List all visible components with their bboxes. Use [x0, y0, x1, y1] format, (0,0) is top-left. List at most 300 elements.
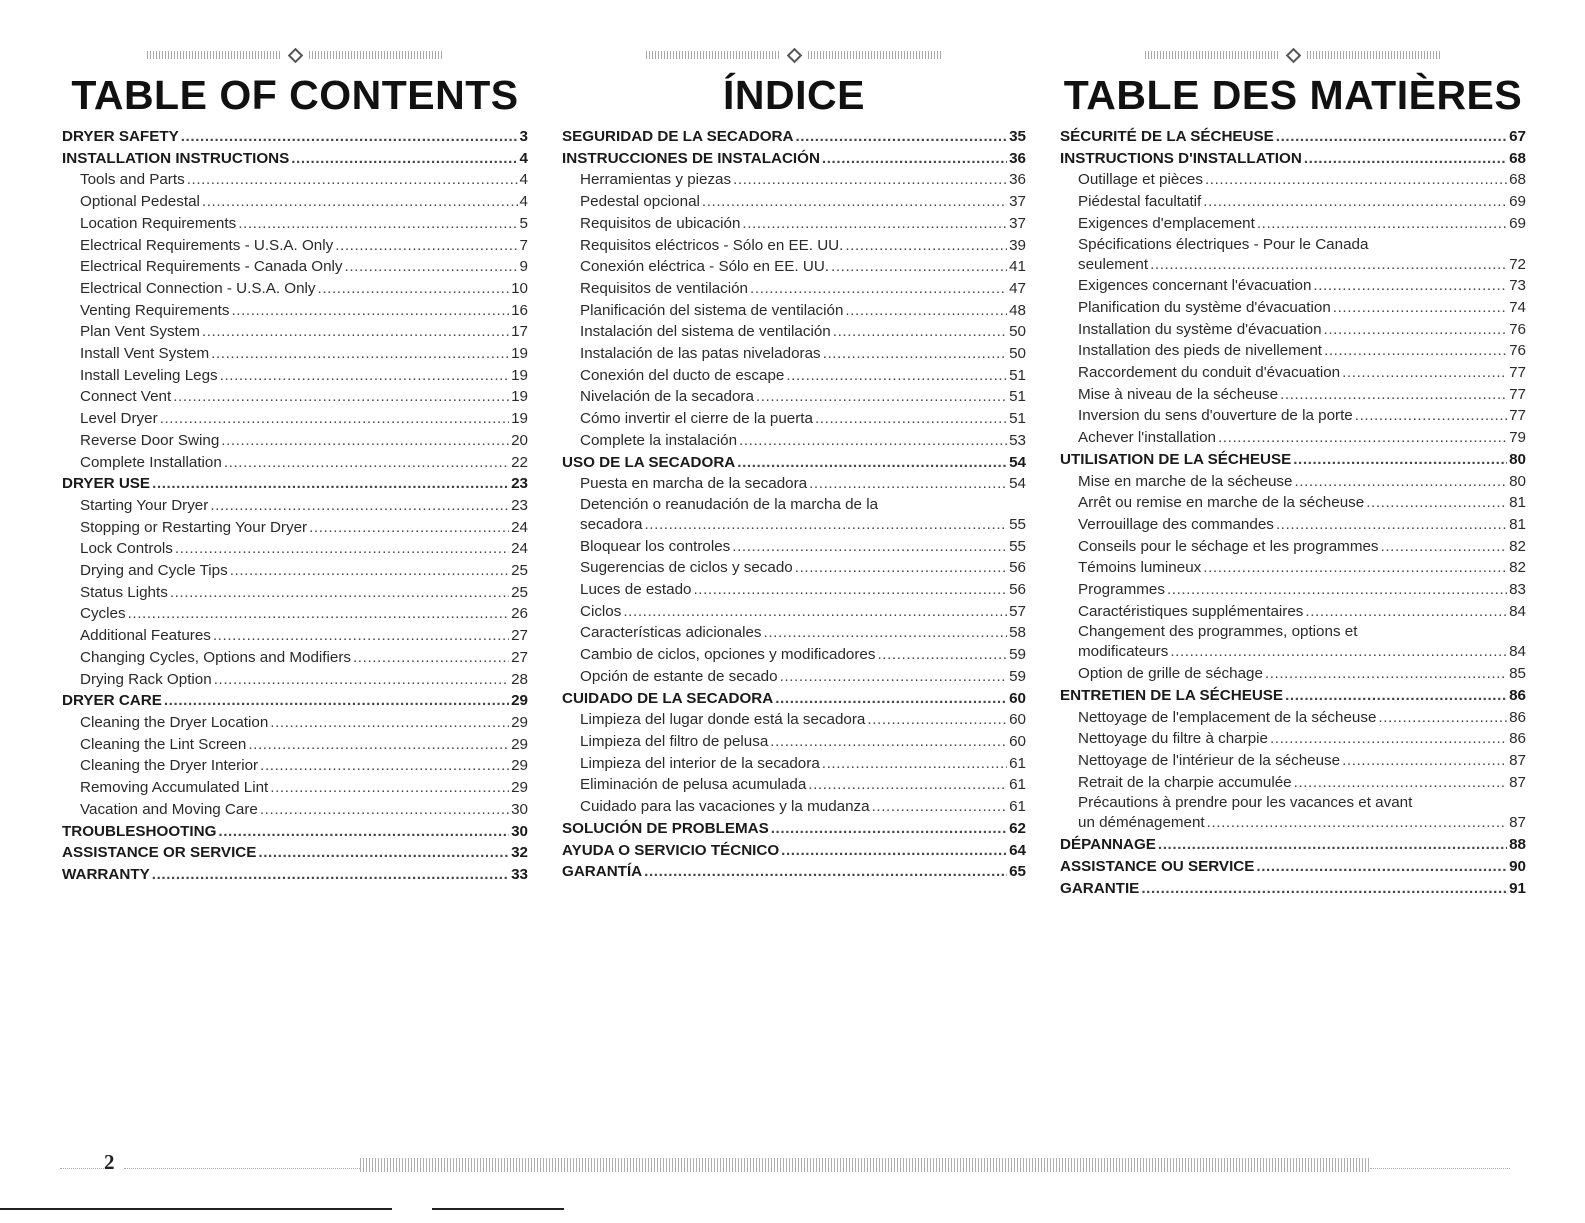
toc-subsection	[562, 213, 1026, 235]
toc-page-number: 5	[519, 214, 528, 232]
toc-section	[1060, 126, 1526, 148]
toc-entry-label: Installation des pieds de nivellement	[1078, 342, 1322, 360]
toc-page-number: 51	[1009, 388, 1026, 406]
toc-page-number: 29	[511, 757, 528, 775]
toc-entry-label: Requisitos de ubicación	[580, 214, 741, 232]
toc-subsection	[562, 321, 1026, 343]
toc-entry-label: Cleaning the Dryer Location	[80, 713, 269, 731]
dot-leader	[345, 256, 518, 278]
toc-entry-label: Retrait de la charpie accumulée	[1078, 773, 1292, 791]
toc-page-number: 30	[511, 822, 528, 840]
toc-page-number: 91	[1509, 879, 1526, 897]
dot-leader	[270, 712, 509, 734]
toc-entry-label: un déménagement	[1078, 814, 1205, 832]
toc-page-number: 33	[511, 865, 528, 883]
diamond-icon	[1285, 47, 1301, 63]
dot-leader	[1294, 772, 1508, 794]
toc-page-number: 77	[1509, 385, 1526, 403]
dot-leader	[1276, 126, 1507, 148]
dot-leader	[1381, 536, 1508, 558]
toc-subsection	[562, 343, 1026, 365]
toc-entry-label: Status Lights	[80, 583, 168, 601]
dot-leader	[1366, 492, 1507, 514]
toc-page-number: 3	[519, 128, 528, 145]
dot-leader	[795, 557, 1007, 579]
toc-page-number: 56	[1009, 581, 1026, 599]
toc-entry-label: Lock Controls	[80, 540, 173, 558]
toc-entry-label: Arrêt ou remise en marche de la sécheuse	[1078, 494, 1365, 512]
dot-leader	[644, 514, 1007, 536]
dot-leader	[202, 191, 518, 213]
toc-subsection	[1060, 275, 1526, 297]
toc-subsection	[562, 579, 1026, 601]
toc-page-number: 72	[1509, 255, 1526, 273]
toc-page-number: 17	[511, 323, 528, 341]
dot-leader	[160, 408, 509, 430]
toc-page-number: 4	[519, 149, 528, 167]
toc-entry-label: Requisitos eléctricos - Sólo en EE. UU.	[580, 236, 844, 254]
toc-page-number: 60	[1009, 711, 1026, 729]
toc-subsection	[62, 799, 528, 821]
toc-list-french	[1060, 126, 1526, 899]
toc-section	[62, 864, 528, 886]
toc-subsection	[1060, 319, 1526, 341]
dot-leader	[771, 818, 1007, 840]
toc-entry-label: Planification du système d'évacuation	[1078, 298, 1331, 316]
toc-entry-label: Verrouillage des commandes	[1078, 515, 1274, 533]
dot-leader	[248, 734, 509, 756]
toc-page-number: 27	[511, 648, 528, 666]
toc-entry-label: Nettoyage de l'emplacement de la sécheuse	[1078, 708, 1377, 726]
dot-leader	[1276, 514, 1507, 536]
toc-subsection	[1060, 812, 1526, 834]
toc-entry-label: Starting Your Dryer	[80, 496, 209, 514]
toc-entry-label: Optional Pedestal	[80, 193, 200, 211]
toc-subsection	[1060, 427, 1526, 449]
toc-page-number: 65	[1009, 863, 1026, 881]
dot-leader	[258, 842, 509, 864]
toc-page-number: 30	[511, 800, 528, 818]
dot-leader	[815, 408, 1007, 430]
toc-subsection	[562, 169, 1026, 191]
ornament-bar-left	[147, 51, 282, 59]
dot-leader	[845, 235, 1007, 257]
dot-leader	[831, 256, 1007, 278]
toc-subsection	[562, 666, 1026, 688]
toc-page-number: 10	[511, 279, 528, 297]
toc-entry-label-line1: Précautions à prendre pour les vacances et avant	[1078, 794, 1413, 812]
dot-leader	[1203, 191, 1507, 213]
toc-entry-label: Conexión del ducto de escape	[580, 366, 785, 384]
toc-entry-label: Additional Features	[80, 627, 211, 645]
dot-leader	[808, 774, 1007, 796]
toc-entry-label: SEGURIDAD DE LA SECADORA	[562, 128, 794, 145]
toc-entry-label: Reverse Door Swing	[80, 431, 220, 449]
dot-leader	[318, 278, 510, 300]
toc-subsection	[62, 777, 528, 799]
toc-subsection	[62, 213, 528, 235]
toc-section	[62, 690, 528, 712]
toc-subsection	[62, 452, 528, 474]
toc-page-number: 37	[1009, 214, 1026, 232]
toc-entry-label: Herramientas y piezas	[580, 171, 732, 189]
toc-entry-label: Electrical Requirements - Canada Only	[80, 258, 343, 276]
dot-leader	[1167, 579, 1507, 601]
diamond-icon	[786, 47, 802, 63]
toc-section	[562, 818, 1026, 840]
toc-subsection	[62, 712, 528, 734]
toc-subsection	[62, 755, 528, 777]
toc-page-number: 81	[1509, 515, 1526, 533]
toc-entry-label: Removing Accumulated Lint	[80, 779, 269, 797]
toc-subsection	[62, 386, 528, 408]
toc-entry-label-line1: Detención o reanudación de la marcha de la	[580, 495, 879, 513]
toc-subsection	[1060, 663, 1526, 685]
toc-subsection	[1060, 536, 1526, 558]
toc-page-number: 47	[1009, 279, 1026, 297]
dot-leader	[181, 126, 518, 148]
toc-entry-label: ENTRETIEN DE LA SÉCHEUSE	[1060, 686, 1284, 704]
dot-leader	[733, 169, 1007, 191]
toc-page-number: 55	[1009, 537, 1026, 555]
toc-entry-label: Opción de estante de secado	[580, 667, 778, 685]
toc-page-number: 19	[511, 366, 528, 384]
toc-column-french	[1060, 40, 1526, 899]
toc-page-number: 73	[1509, 277, 1526, 295]
dot-leader	[1218, 427, 1507, 449]
toc-page-number: 68	[1509, 149, 1526, 167]
dot-leader	[1324, 340, 1507, 362]
toc-page-number: 23	[511, 475, 528, 493]
toc-page-number: 36	[1009, 171, 1026, 189]
toc-page-number: 29	[511, 692, 528, 710]
dot-leader	[623, 601, 1007, 623]
toc-section	[562, 688, 1026, 710]
toc-section	[562, 861, 1026, 883]
dot-leader	[221, 430, 509, 452]
toc-page-number: 24	[511, 540, 528, 558]
toc-entry-label: Puesta en marcha de la secadora	[580, 475, 808, 493]
toc-subsection	[62, 235, 528, 257]
dot-leader	[164, 690, 509, 712]
toc-subsection	[1060, 514, 1526, 536]
toc-entry-label: Pedestal opcional	[580, 193, 700, 211]
toc-page-number: 25	[511, 583, 528, 601]
toc-section	[1060, 685, 1526, 707]
toc-subsection	[562, 386, 1026, 408]
toc-subsection	[62, 408, 528, 430]
toc-entry-label: GARANTÍA	[562, 863, 643, 881]
toc-page-number: 4	[519, 171, 528, 189]
dot-leader	[152, 473, 509, 495]
toc-subsection	[562, 622, 1026, 644]
dot-leader	[1265, 663, 1507, 685]
toc-entry-label: Complete Installation	[80, 453, 222, 471]
toc-section	[1060, 834, 1526, 856]
ornament-bar-right	[808, 51, 943, 59]
toc-subsection	[562, 365, 1026, 387]
dot-leader	[213, 625, 509, 647]
dot-leader	[260, 755, 509, 777]
toc-subsection	[562, 709, 1026, 731]
heading-ornament	[62, 40, 528, 70]
toc-entry-label: Mise à niveau de la sécheuse	[1078, 385, 1279, 403]
toc-entry-label: Nettoyage du filtre à charpie	[1078, 730, 1268, 748]
toc-page-number: 35	[1009, 128, 1026, 145]
toc-page-number: 24	[511, 518, 528, 536]
dot-leader	[780, 666, 1008, 688]
toc-page-number: 85	[1509, 665, 1526, 683]
toc-entry-label: Location Requirements	[80, 214, 237, 232]
dot-leader	[644, 861, 1007, 883]
ornament-bar-left	[646, 51, 781, 59]
toc-subsection	[62, 625, 528, 647]
toc-page-number: 74	[1509, 298, 1526, 316]
dot-leader	[175, 538, 509, 560]
toc-subsection	[1060, 601, 1526, 623]
toc-entry-label-line1: Changement des programmes, options et	[1078, 623, 1358, 641]
dot-leader	[1304, 148, 1507, 170]
toc-page-number: 87	[1509, 814, 1526, 832]
toc-subsection	[562, 256, 1026, 278]
toc-subsection	[562, 796, 1026, 818]
dot-leader	[1378, 707, 1507, 729]
dot-leader	[1285, 685, 1507, 707]
toc-subsection	[562, 408, 1026, 430]
toc-page-number: 56	[1009, 559, 1026, 577]
toc-entry-label: SÉCURITÉ DE LA SÉCHEUSE	[1060, 128, 1274, 145]
toc-subsection	[562, 514, 1026, 536]
dot-leader	[214, 669, 509, 691]
dot-leader	[291, 148, 517, 170]
toc-section	[562, 840, 1026, 862]
dot-leader	[1342, 362, 1507, 384]
toc-entry-label: Drying Rack Option	[80, 670, 212, 688]
toc-page-number: 60	[1009, 689, 1026, 707]
toc-entry-label: Exigences d'emplacement	[1078, 214, 1255, 232]
toc-subsection	[1060, 213, 1526, 235]
toc-entry-label: Limpieza del lugar donde está la secadora	[580, 711, 866, 729]
toc-page-number: 48	[1009, 301, 1026, 319]
toc-subsection	[562, 430, 1026, 452]
toc-page-number: 58	[1009, 624, 1026, 642]
dot-leader	[872, 796, 1008, 818]
toc-entry-label: INSTALLATION INSTRUCTIONS	[62, 149, 290, 167]
dot-leader	[1280, 384, 1507, 406]
toc-page-number: 51	[1009, 366, 1026, 384]
toc-page-number: 7	[519, 236, 528, 254]
toc-entry-label: Option de grille de séchage	[1078, 665, 1263, 683]
toc-subsection	[562, 536, 1026, 558]
bottom-rule	[432, 1208, 564, 1210]
dot-leader	[231, 300, 509, 322]
dot-leader	[220, 365, 509, 387]
toc-subsection	[1060, 579, 1526, 601]
toc-subsection	[62, 321, 528, 343]
toc-entry-label: Stopping or Restarting Your Dryer	[80, 518, 308, 536]
dot-leader	[833, 321, 1007, 343]
toc-entry-label: Plan Vent System	[80, 323, 200, 341]
toc-entry-label: Caractéristiques supplémentaires	[1078, 602, 1304, 620]
toc-subsection	[62, 191, 528, 213]
toc-page-number: 22	[511, 453, 528, 471]
toc-entry-label: Programmes	[1078, 581, 1165, 599]
toc-page-number: 82	[1509, 537, 1526, 555]
toc-page-number: 87	[1509, 773, 1526, 791]
dot-leader	[170, 582, 509, 604]
toc-entry-label: Limpieza del interior de la secadora	[580, 754, 820, 772]
toc-subsection	[562, 557, 1026, 579]
toc-entry-label: modificateurs	[1078, 643, 1169, 661]
toc-page-number: 41	[1009, 258, 1026, 276]
toc-subsection	[1060, 728, 1526, 750]
dot-leader	[335, 235, 517, 257]
toc-page-number: 37	[1009, 193, 1026, 211]
toc-subsection	[562, 235, 1026, 257]
toc-entry-label: AYUDA O SERVICIO TÉCNICO	[562, 841, 780, 859]
toc-page-number: 36	[1009, 149, 1026, 167]
toc-page-number: 28	[511, 670, 528, 688]
toc-entry-label: secadora	[580, 515, 643, 533]
ornament-bar-left	[1145, 51, 1280, 59]
toc-entry-label: Cycles	[80, 605, 126, 623]
dot-leader	[764, 622, 1008, 644]
dot-leader	[770, 731, 1007, 753]
toc-entry-label: Nivelación de la secadora	[580, 388, 754, 406]
toc-page-number: 79	[1509, 429, 1526, 447]
dot-leader	[1256, 856, 1507, 878]
toc-page-number: 87	[1509, 751, 1526, 769]
toc-entry-label: Achever l'installation	[1078, 429, 1216, 447]
toc-subsection	[1060, 750, 1526, 772]
toc-entry-label: Instalación del sistema de ventilación	[580, 323, 831, 341]
toc-page-number: 19	[511, 388, 528, 406]
dot-leader	[1324, 319, 1508, 341]
toc-page-number: 16	[511, 301, 528, 319]
dot-leader	[1313, 275, 1507, 297]
toc-subsection	[1060, 471, 1526, 493]
toc-page-number: 68	[1509, 171, 1526, 189]
toc-page-number: 32	[511, 844, 528, 862]
toc-entry-label: Install Leveling Legs	[80, 366, 218, 384]
toc-entry-label: Exigences concernant l'évacuation	[1078, 277, 1312, 295]
dot-leader	[867, 709, 1007, 731]
toc-heading-english: TABLE OF CONTENTS	[71, 72, 519, 118]
dot-leader	[823, 343, 1007, 365]
dot-leader	[822, 148, 1007, 170]
dot-leader	[742, 213, 1007, 235]
dot-leader	[1333, 297, 1507, 319]
toc-entry-label: Conexión eléctrica - Sólo en EE. UU.	[580, 258, 830, 276]
toc-page-number: 81	[1509, 494, 1526, 512]
toc-page-number: 86	[1509, 730, 1526, 748]
toc-section	[62, 821, 528, 843]
toc-subsection	[562, 644, 1026, 666]
toc-subsection	[562, 601, 1026, 623]
toc-page-number: 77	[1509, 364, 1526, 382]
toc-page-number: 82	[1509, 559, 1526, 577]
toc-page-number: 86	[1509, 686, 1526, 704]
toc-entry-label: DRYER CARE	[62, 692, 162, 710]
toc-entry-label: Outillage et pièces	[1078, 171, 1203, 189]
toc-page-number: 76	[1509, 320, 1526, 338]
dot-leader	[750, 278, 1007, 300]
dot-leader	[309, 517, 509, 539]
toc-subsection	[1060, 340, 1526, 362]
toc-entry-label: ASSISTANCE OU SERVICE	[1060, 857, 1255, 875]
toc-subsection	[562, 473, 1026, 495]
toc-subsection	[1060, 362, 1526, 384]
toc-entry-label: DÉPANNAGE	[1060, 836, 1156, 854]
toc-entry-label: GARANTIE	[1060, 879, 1140, 897]
toc-subsection	[62, 278, 528, 300]
dot-leader	[270, 777, 509, 799]
dot-leader	[845, 300, 1007, 322]
toc-subsection	[1060, 297, 1526, 319]
toc-section	[562, 452, 1026, 474]
toc-subsection	[562, 278, 1026, 300]
toc-entry-label: Eliminación de pelusa acumulada	[580, 776, 807, 794]
toc-page-number: 25	[511, 562, 528, 580]
toc-page-number: 57	[1009, 602, 1026, 620]
dot-leader	[224, 452, 509, 474]
toc-subsection	[62, 517, 528, 539]
toc-section	[1060, 449, 1526, 471]
dot-leader	[211, 343, 509, 365]
page-number: 2	[104, 1150, 115, 1174]
toc-entry-label: UTILISATION DE LA SÉCHEUSE	[1060, 450, 1292, 468]
toc-list-spanish	[562, 126, 1026, 883]
toc-entry-label: Bloquear los controles	[580, 537, 731, 555]
dot-leader	[702, 191, 1007, 213]
toc-subsection	[1060, 254, 1526, 276]
toc-entry-label: Requisitos de ventilación	[580, 279, 749, 297]
toc-page-number: 29	[511, 735, 528, 753]
toc-section	[62, 842, 528, 864]
dot-leader	[1270, 728, 1507, 750]
toc-entry-label: Level Dryer	[80, 410, 158, 428]
toc-page-number: 50	[1009, 345, 1026, 363]
toc-page-number: 76	[1509, 342, 1526, 360]
toc-subsection	[562, 300, 1026, 322]
toc-entry-label: Complete la instalación	[580, 431, 738, 449]
toc-page-number: 62	[1009, 819, 1026, 837]
toc-subsection	[62, 169, 528, 191]
dot-leader	[202, 321, 509, 343]
toc-page-number: 64	[1009, 841, 1026, 859]
toc-subsection	[562, 774, 1026, 796]
toc-entry-label: Témoins lumineux	[1078, 559, 1202, 577]
toc-page-number: 54	[1009, 475, 1026, 493]
toc-page-number: 61	[1009, 776, 1026, 794]
toc-entry-label: Installation du système d'évacuation	[1078, 320, 1322, 338]
dot-leader	[238, 213, 517, 235]
dot-leader	[353, 647, 509, 669]
toc-entry-label: Venting Requirements	[80, 301, 230, 319]
toc-entry-label: SOLUCIÓN DE PROBLEMAS	[562, 819, 769, 837]
dot-leader	[1205, 169, 1507, 191]
toc-entry-label: Connect Vent	[80, 388, 172, 406]
toc-page-number: 83	[1509, 581, 1526, 599]
toc-page-number: 55	[1009, 515, 1026, 533]
toc-entry-label: Limpieza del filtro de pelusa	[580, 732, 769, 750]
toc-page-number: 77	[1509, 407, 1526, 425]
toc-subsection	[62, 560, 528, 582]
toc-heading-french: TABLE DES MATIÈRES	[1063, 72, 1523, 118]
toc-entry-label: Cleaning the Dryer Interior	[80, 757, 259, 775]
dot-leader	[877, 644, 1007, 666]
toc-entry-label: Instalación de las patas niveladoras	[580, 345, 821, 363]
